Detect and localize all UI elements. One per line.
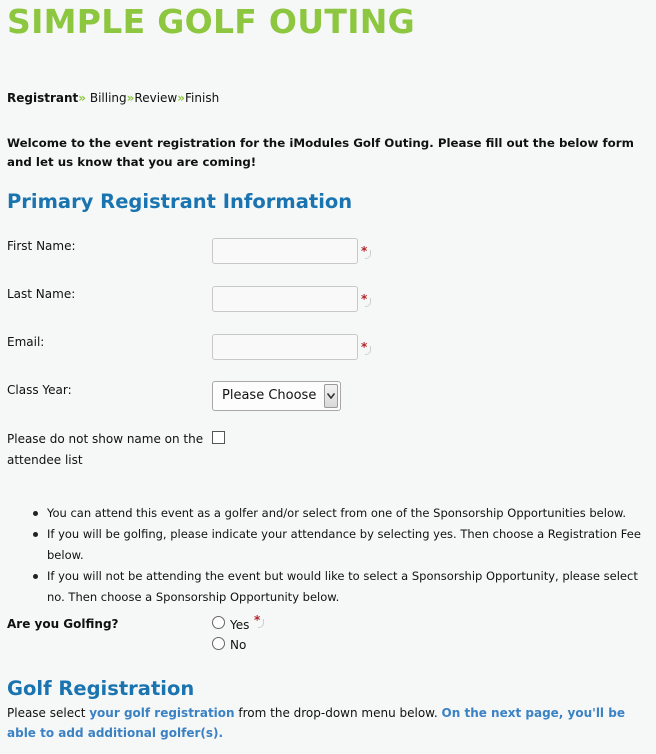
required-indicator: * <box>361 245 371 261</box>
instruction-text: Please select <box>7 706 90 720</box>
instruction-text: from the drop-down menu below. <box>234 706 442 720</box>
breadcrumb-separator: » <box>126 91 135 105</box>
required-indicator: * <box>361 293 371 309</box>
golf-registration-heading: Golf Registration <box>7 677 195 700</box>
required-indicator: * <box>361 341 371 357</box>
hide-name-checkbox[interactable] <box>212 431 225 444</box>
email-input[interactable] <box>212 334 358 360</box>
first-name-input[interactable] <box>212 238 358 264</box>
breadcrumb-step-finish: Finish <box>185 91 220 105</box>
class-year-select[interactable] <box>212 381 341 411</box>
email-label: Email: <box>7 335 45 349</box>
breadcrumb <box>7 90 219 106</box>
golfing-yes-label[interactable]: Yes <box>230 618 250 632</box>
list-item: If you will be golfing, please indicate your attendance by selecting yes. Then choose a Registration Fee below. <box>28 524 650 566</box>
hide-name-label: Please do not show name on the attendee list <box>7 432 204 467</box>
list-item: If you will not be attending the event but would like to select a Sponsorship Opportunity, please select no. Then choose a Sponsorship Opportunity below. <box>28 566 650 608</box>
list-item: You can attend this event as a golfer and/or select from one of the Sponsorship Opportunities below. <box>28 503 650 524</box>
breadcrumb-step-registrant: Registrant <box>7 91 79 105</box>
info-list <box>28 503 650 608</box>
add-golfers-note: On the next page, you'll be able to add additional golfer(s). <box>7 706 625 740</box>
golfing-no-label[interactable]: No <box>230 638 247 652</box>
golfing-question-label: Are you Golfing? <box>7 617 119 631</box>
primary-registrant-heading: Primary Registrant Information <box>7 190 353 213</box>
golfing-no-radio[interactable] <box>212 637 225 650</box>
golfing-yes-radio[interactable] <box>212 616 225 629</box>
breadcrumb-separator: » <box>78 91 87 105</box>
class-year-label: Class Year: <box>7 383 72 397</box>
class-year-selected-value: Please Choose <box>222 388 317 403</box>
breadcrumb-step-review: Review <box>134 91 178 105</box>
last-name-label: Last Name: <box>7 287 76 301</box>
breadcrumb-separator: » <box>177 91 186 105</box>
golf-registration-instructions <box>7 703 652 743</box>
required-indicator: * <box>254 614 264 630</box>
welcome-message: Welcome to the event registration for the iModules Golf Outing. Please fill out the below form and let us know that you are coming! <box>7 136 634 169</box>
breadcrumb-step-billing: Billing <box>89 91 127 105</box>
page-title: SIMPLE GOLF OUTING <box>7 2 416 41</box>
last-name-input[interactable] <box>212 286 358 312</box>
first-name-label: First Name: <box>7 239 76 253</box>
chevron-down-icon <box>324 384 338 408</box>
golf-registration-link: your golf registration <box>89 706 235 720</box>
